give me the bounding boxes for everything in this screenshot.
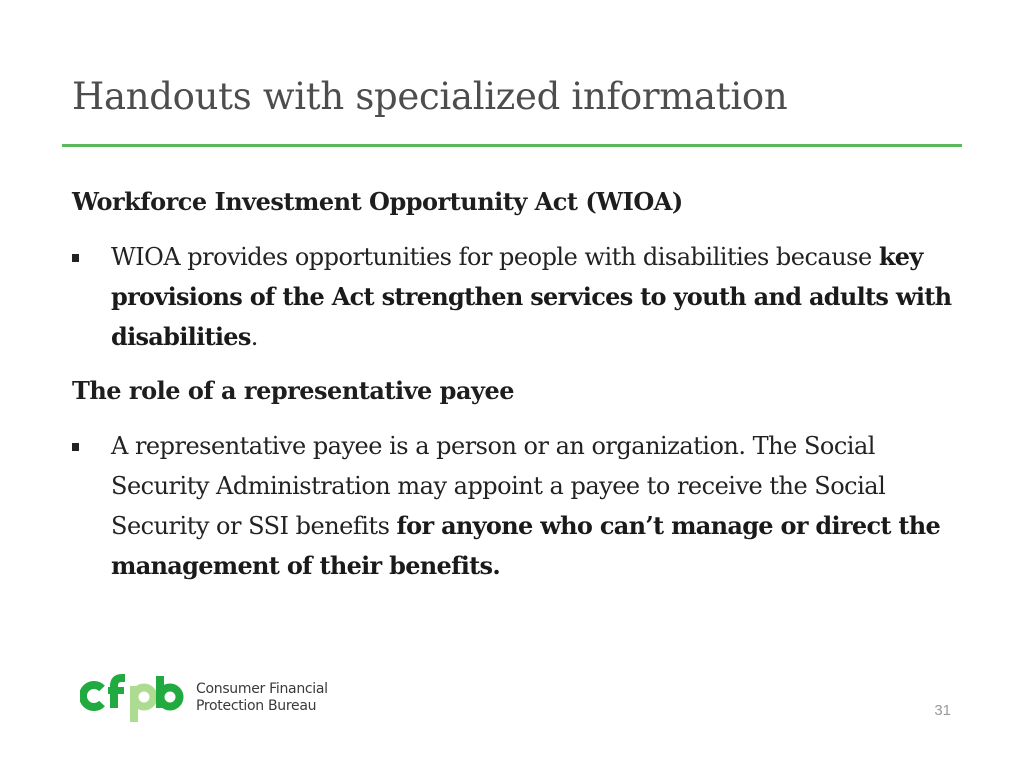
logo-organization-name (196, 681, 328, 715)
bullet-text: A representative payee is a person or an organization. The Social Security Administration may appoint a payee to receive the Social Security or SSI benefits (111, 432, 886, 540)
logo-org-line-2: Protection Bureau (196, 698, 317, 714)
bullet-bold-text: for anyone who can’t manage or direct the management of their benefits. (111, 511, 941, 580)
bullet-marker (72, 254, 79, 262)
slide-title: Handouts with specialized information (72, 75, 788, 118)
cfpb-logo (80, 672, 328, 724)
cfpb-logo-mark (80, 672, 186, 724)
section-heading-wioa: Workforce Investment Opportunity Act (WIOA) (72, 187, 683, 216)
section-heading-payee: The role of a representative payee (72, 376, 514, 405)
bullet-wioa (72, 237, 952, 357)
bullet-marker (72, 443, 79, 451)
page-number: 31 (934, 702, 951, 719)
title-divider (62, 144, 962, 147)
slide-body (72, 182, 952, 586)
bullet-payee (72, 426, 952, 586)
bullet-text: WIOA provides opportunities for people with disabilities because (111, 243, 879, 271)
bullet-bold-text: key provisions of the Act strengthen services to youth and adults with disabilities (111, 242, 952, 351)
logo-org-line-1: Consumer Financial (196, 681, 328, 697)
bullet-text-end: . (250, 323, 258, 351)
